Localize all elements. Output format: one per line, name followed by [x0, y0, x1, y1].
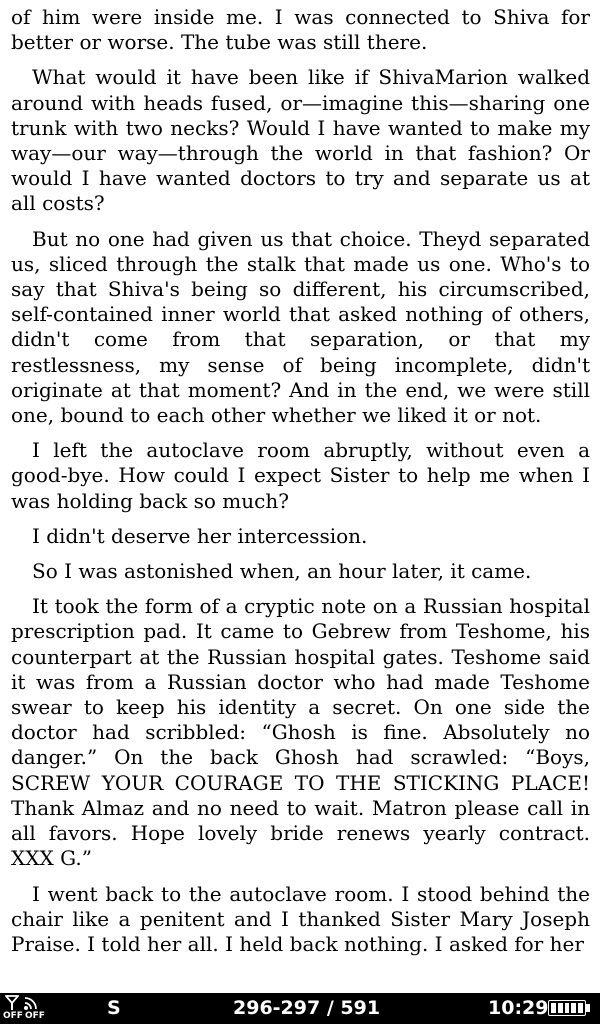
paragraph-1: of him were inside me. I was connected to Shiva for better or worse. The tube was still there.: [11, 5, 590, 55]
paragraph-8: I went back to the autoclave room. I stood behind the chair like a penitent and I thanked Sister Mary Joseph Praise. I told her all. I held back nothing. I asked for her: [11, 881, 590, 956]
battery-tip: [586, 1004, 590, 1012]
wireless-icon: [23, 995, 39, 1011]
paragraph-7: It took the form of a cryptic note on a Russian hospital prescription pad. It came to Gebrew from Teshome, his counterpart at the Russian hospital gates. Teshome said it was from a Russian doctor who had made Teshome swear to keep his identity a secret. On one side the doctor had scribbled: “Ghosh is fine. Absolutely no danger.” On the back Ghosh had scrawled: “Boys, SCREW YOUR COURAGE TO THE STICKING PLACE! Thank Almaz and no need to wait. Matron please call in all favors. Hope lovely bride renews yearly contract. XXX G.”: [11, 594, 590, 871]
battery-cell: [571, 1003, 576, 1013]
battery-cell: [578, 1003, 583, 1013]
antenna-off-label: OFF: [3, 1011, 23, 1021]
paragraph-4: I left the autoclave room abruptly, without even a good-bye. How could I expect Sister to help me when I was holding back so much?: [11, 438, 590, 513]
paragraph-2: What would it have been like if ShivaMarion walked around with heads fused, or—imagine this—sharing one trunk with two necks? Would I have wanted to make my way—our way—through the world in that fashion? Or would I have wanted doctors to try and separate us at all costs?: [11, 65, 590, 216]
page-indicator[interactable]: 296-297 / 591: [233, 997, 381, 1019]
battery-cell: [565, 1003, 570, 1013]
paragraph-5: I didn't deserve her intercession.: [32, 523, 368, 548]
antenna-icon: [5, 995, 19, 1011]
battery-icon: [548, 1000, 592, 1018]
wireless-off-label: OFF: [25, 1011, 45, 1021]
connectivity-indicator: [3, 994, 45, 1023]
paragraph-3: But no one had given us that choice. Theyd separated us, sliced through the stalk that made us one. Who's to say that Shiva's being so different, his circumscribed, self-contained inner world that asked nothing of others, didn't come from that separation, or that my restlessness, my sense of being incomplete, didn't originate at that moment? And in the end, we were still one, bound to each other whether we liked it or not.: [11, 226, 590, 428]
battery-cell: [551, 1003, 556, 1013]
clock: 10:29: [488, 997, 549, 1019]
sync-indicator: S: [107, 997, 121, 1019]
battery-cell: [558, 1003, 563, 1013]
paragraph-6: So I was astonished when, an hour later, it came.: [32, 559, 532, 584]
battery-body: [548, 1000, 586, 1016]
status-bar: [0, 993, 600, 1024]
